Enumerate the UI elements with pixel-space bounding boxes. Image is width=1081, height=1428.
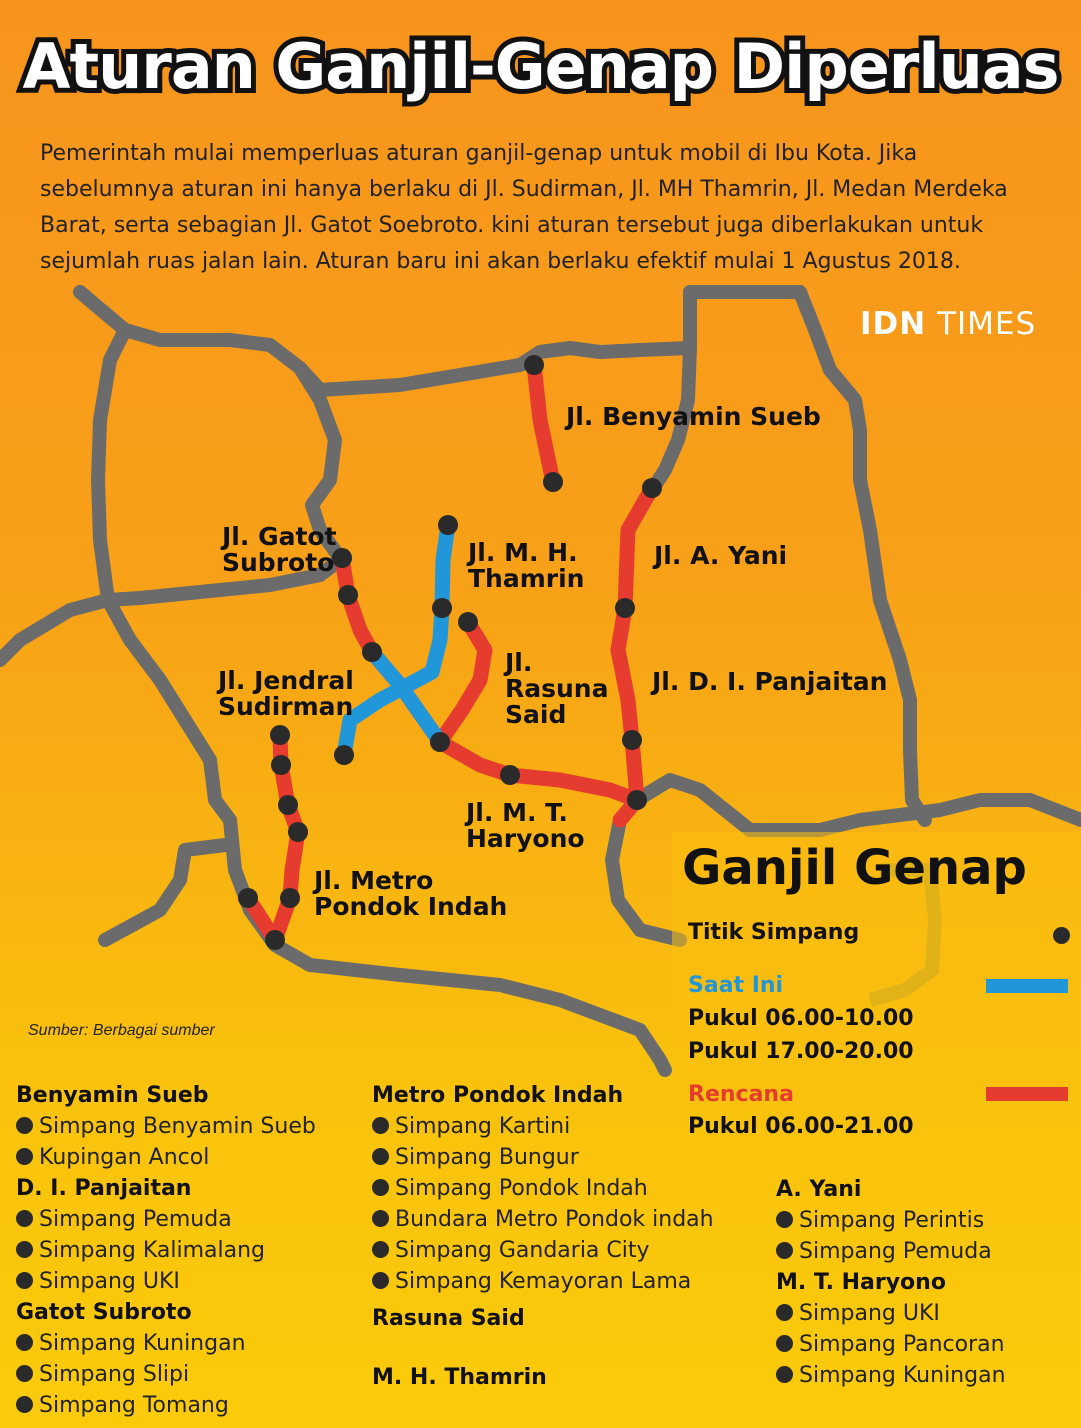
list-item: Simpang UKI — [16, 1266, 316, 1297]
road-west-spur — [105, 845, 225, 940]
group-heading: D. I. Panjaitan — [16, 1176, 192, 1201]
point-uki — [627, 790, 647, 810]
point-metro-5 — [280, 888, 300, 908]
group-heading: M. T. Haryono — [776, 1270, 946, 1295]
point-rasuna — [458, 612, 478, 632]
bullet-icon — [776, 1366, 793, 1383]
bullet-icon — [16, 1117, 33, 1134]
point-ayani-1 — [642, 478, 662, 498]
bullet-icon — [16, 1148, 33, 1165]
point-gatot-3 — [362, 642, 382, 662]
list-item: Simpang Bungur — [372, 1142, 714, 1173]
road-south-branch — [612, 820, 680, 940]
bullet-icon — [16, 1272, 33, 1289]
label-gatot-subroto: Jl. Gatot Subroto — [222, 522, 337, 577]
group-heading: Rasuna Said — [372, 1306, 525, 1331]
bullet-icon — [372, 1210, 389, 1227]
label-a-yani: Jl. A. Yani — [654, 541, 788, 570]
group-heading: Metro Pondok Indah — [372, 1083, 624, 1108]
bullet-icon — [372, 1179, 389, 1196]
bullet-icon — [16, 1210, 33, 1227]
legend-current-label: Saat Ini — [688, 973, 784, 998]
legend-title: Ganjil Genap — [682, 840, 1027, 896]
point-ayani-2 — [615, 598, 635, 618]
road-north-loop — [80, 292, 690, 390]
point-metro-3 — [278, 795, 298, 815]
list-item: Simpang Kuningan — [776, 1360, 1006, 1391]
list-item: Simpang Slipi — [16, 1359, 316, 1390]
road-east-vertical — [652, 292, 690, 490]
legend-planned-label: Rencana — [688, 1082, 794, 1107]
point-thamrin-1 — [438, 515, 458, 535]
bullet-icon — [16, 1241, 33, 1258]
group-heading: A. Yani — [776, 1177, 862, 1202]
list-item: Simpang Pancoran — [776, 1329, 1006, 1360]
list-item: Simpang Kalimalang — [16, 1235, 316, 1266]
intersection-list-col1 — [16, 1080, 316, 1421]
label-rasuna-said: Jl. Rasuna Said — [505, 648, 609, 729]
label-thamrin: Jl. M. H. Thamrin — [468, 538, 585, 593]
source-note: Sumber: Berbagai sumber — [28, 1022, 215, 1039]
list-item: Simpang Kemayoran Lama — [372, 1266, 714, 1297]
point-sudirman — [334, 745, 354, 765]
list-item: Simpang Kuningan — [16, 1328, 316, 1359]
list-item: Simpang Pemuda — [776, 1236, 1006, 1267]
bullet-icon — [16, 1334, 33, 1351]
list-item: Simpang Pondok Indah — [372, 1173, 714, 1204]
point-benyamin-2 — [543, 472, 563, 492]
list-item: Simpang Tomang — [16, 1390, 316, 1421]
group-heading: Benyamin Sueb — [16, 1083, 209, 1108]
bullet-icon — [372, 1148, 389, 1165]
point-metro-6 — [238, 888, 258, 908]
legend-planned-hours: Pukul 06.00-21.00 — [688, 1114, 914, 1139]
list-item: Bundara Metro Pondok indah — [372, 1204, 714, 1235]
point-metro-7 — [265, 930, 285, 950]
point-benyamin-1 — [524, 355, 544, 375]
intersection-list-col2 — [372, 1080, 714, 1393]
bullet-icon — [776, 1304, 793, 1321]
legend-point-icon — [1053, 927, 1070, 944]
point-metro-2 — [271, 755, 291, 775]
list-item: Simpang Gandaria City — [372, 1235, 714, 1266]
label-metro-pondok-indah: Jl. Metro Pondok Indah — [314, 866, 508, 921]
label-mt-haryono: Jl. M. T. Haryono — [466, 798, 585, 853]
route-ayani-panjaitan — [618, 488, 652, 800]
intro-text: Pemerintah mulai memperluas aturan ganjil-genap untuk mobil di Ibu Kota. Jika sebelumnya aturan ini hanya berlaku di Jl. Sudirman, Jl. MH Thamrin, Jl. Medan Merdeka Barat, serta sebagian Jl. Gatot Soebroto. kini aturan tersebut juga diberlakukan untuk sejumlah ruas jalan lain. Aturan baru ini akan berlaku efektif mulai 1 Agustus 2018. — [40, 141, 1008, 274]
legend-current-hours-1: Pukul 06.00-10.00 — [688, 1006, 914, 1031]
label-sudirman: Jl. Jendral Sudirman — [218, 666, 354, 721]
bullet-icon — [372, 1117, 389, 1134]
legend-planned-swatch — [986, 1087, 1068, 1101]
bullet-icon — [776, 1211, 793, 1228]
list-item: Simpang Kartini — [372, 1111, 714, 1142]
group-heading: M. H. Thamrin — [372, 1365, 547, 1390]
bullet-icon — [776, 1242, 793, 1259]
list-item: Simpang Pemuda — [16, 1204, 316, 1235]
bullet-icon — [16, 1396, 33, 1413]
idn-times-logo: IDN TIMES — [860, 306, 1037, 342]
point-thamrin-2 — [432, 598, 452, 618]
legend-current-swatch — [986, 979, 1068, 993]
bullet-icon — [16, 1365, 33, 1382]
bullet-icon — [372, 1272, 389, 1289]
legend-current-hours-2: Pukul 17.00-20.00 — [688, 1039, 914, 1064]
point-haryono — [500, 765, 520, 785]
list-item: Simpang Perintis — [776, 1205, 1006, 1236]
label-di-panjaitan: Jl. D. I. Panjaitan — [652, 667, 888, 696]
intersection-list-col3 — [776, 1174, 1006, 1391]
point-metro-1 — [270, 725, 290, 745]
list-item: Simpang Benyamin Sueb — [16, 1111, 316, 1142]
route-benyamin-sueb — [534, 365, 553, 482]
group-heading: Gatot Subroto — [16, 1300, 192, 1325]
list-item: Kupingan Ancol — [16, 1142, 316, 1173]
bullet-icon — [372, 1241, 389, 1258]
point-kuningan — [430, 732, 450, 752]
label-benyamin-sueb: Jl. Benyamin Sueb — [566, 402, 821, 431]
road-west-loop — [98, 330, 125, 600]
legend-point-label: Titik Simpang — [688, 920, 860, 945]
point-gatot-2 — [338, 585, 358, 605]
page-title: Aturan Ganjil-Genap Diperluas — [22, 30, 1059, 103]
list-item: Simpang UKI — [776, 1298, 1006, 1329]
bullet-icon — [776, 1335, 793, 1352]
point-panjaitan-1 — [622, 730, 642, 750]
point-metro-4 — [288, 822, 308, 842]
road-southeast — [637, 780, 1081, 830]
